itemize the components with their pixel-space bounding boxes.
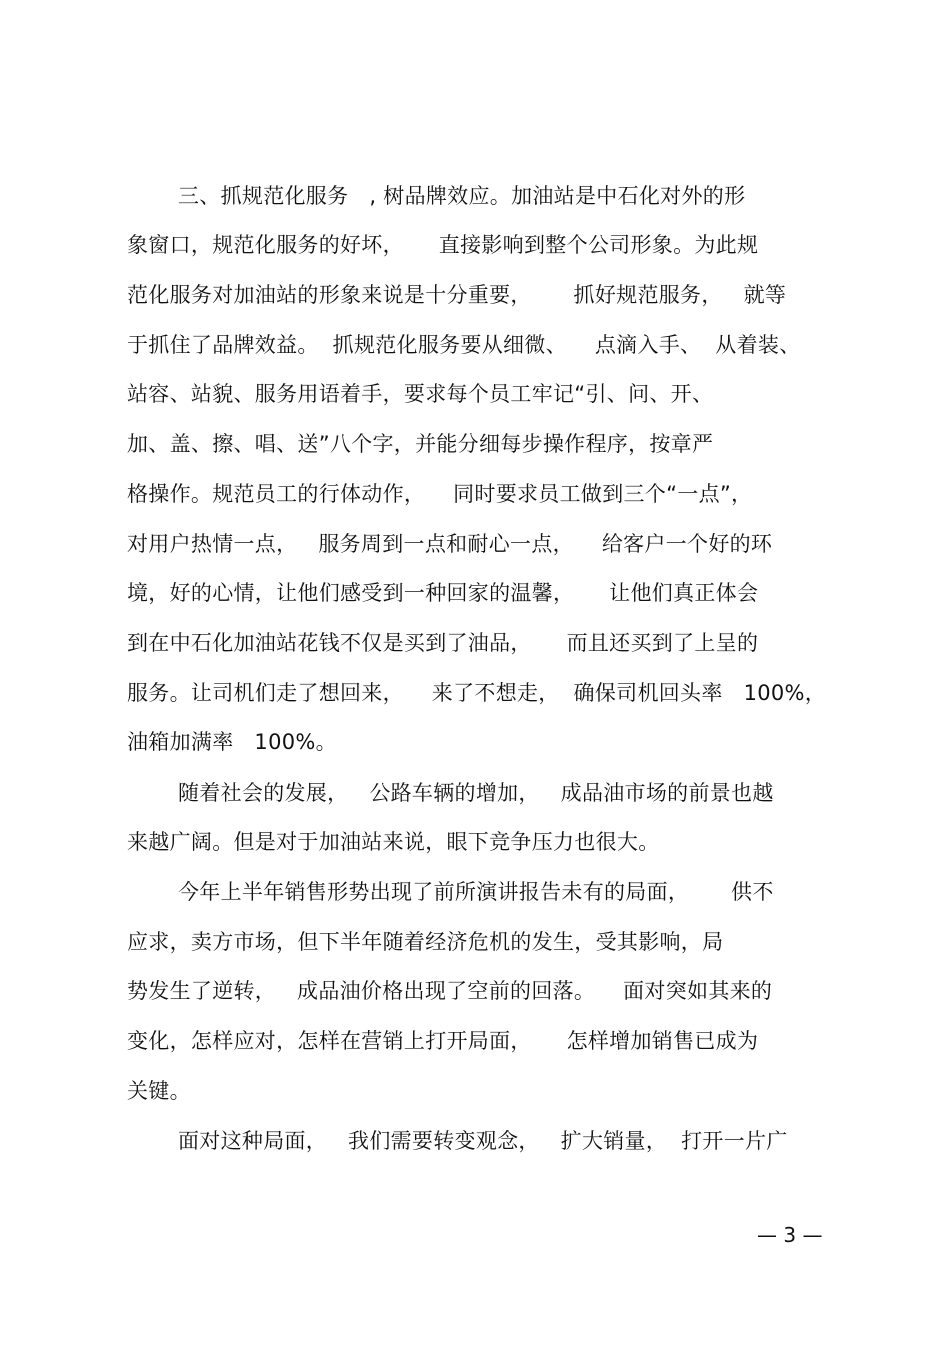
text-line: 随着社会的发展， 公路车辆的增加， 成品油市场的前景也越: [178, 781, 774, 805]
text-line: 格操作。规范员工的行体动作， 同时要求员工做到三个“一点”，: [127, 482, 753, 506]
text-line: 今年上半年销售形势出现了前所演讲报告未有的局面， 供不: [178, 880, 774, 904]
text-line: 来越广阔。但是对于加油站来说，眼下竞争压力也很大。: [127, 830, 660, 854]
page-number: — 3 —: [757, 1223, 823, 1247]
text-line: 应求，卖方市场，但下半年随着经济危机的发生，受其影响，局: [127, 930, 724, 954]
text-line: 势发生了逆转， 成品油价格出现了空前的回落。 面对突如其来的: [127, 979, 773, 1003]
text-line: 服务。让司机们走了想回来， 来了不想走， 确保司机回头率 100%，: [127, 681, 827, 705]
text-line: 面对这种局面， 我们需要转变观念， 扩大销量， 打开一片广: [178, 1129, 788, 1153]
text-line: 范化服务对加油站的形象来说是十分重要， 抓好规范服务， 就等: [127, 283, 787, 307]
text-line: 于抓住了品牌效益。 抓规范化服务要从细微、 点滴入手、 从着装、: [127, 333, 801, 357]
text-line: 象窗口，规范化服务的好坏， 直接影响到整个公司形象。为此规: [127, 233, 759, 257]
text-line: 站容、站貌、服务用语着手，要求每个员工牢记“引、问、开、: [127, 382, 714, 406]
text-line: 三、抓规范化服务 , 树品牌效应。加油站是中石化对外的形: [178, 184, 746, 208]
text-line: 油箱加满率 100%。: [127, 730, 337, 754]
text-line: 到在中石化加油站花钱不仅是买到了油品， 而且还买到了上呈的: [127, 631, 759, 655]
text-line: 加、盖、擦、唱、送”八个字，并能分细每步操作程序，按章严: [127, 432, 714, 456]
text-line: 对用户热情一点， 服务周到一点和耐心一点， 给客户一个好的环: [127, 532, 773, 556]
text-line: 关键。: [127, 1079, 191, 1103]
text-line: 变化，怎样应对，怎样在营销上打开局面， 怎样增加销售已成为: [127, 1029, 759, 1053]
text-line: 境，好的心情，让他们感受到一种回家的温馨， 让他们真正体会: [127, 581, 759, 605]
